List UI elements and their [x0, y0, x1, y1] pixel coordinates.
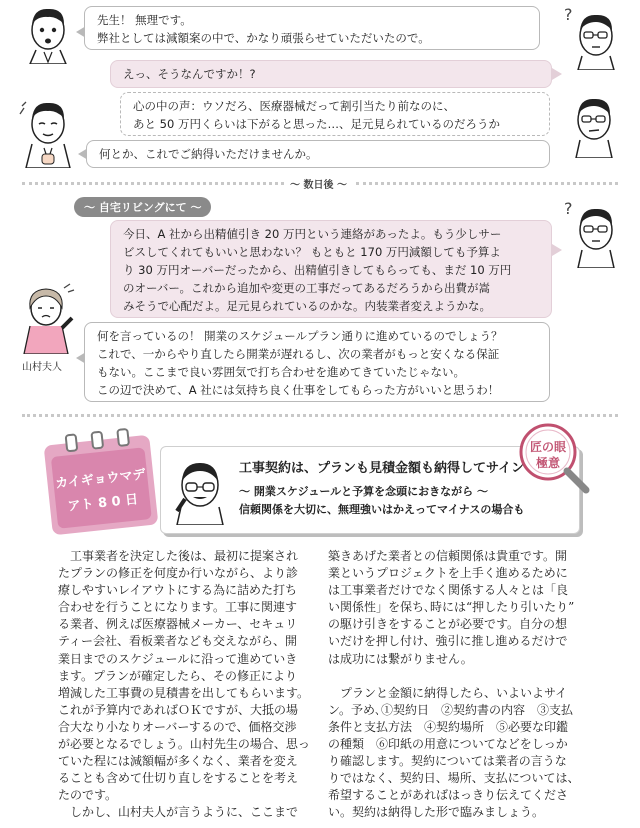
body-line: 増減した工事費の見積書を出してもらいます。	[58, 685, 310, 700]
body-line: ていた程には減額幅が多くなく、業者を変え	[58, 754, 298, 769]
client-bubble-1	[110, 60, 552, 88]
teacher-bubble-2	[86, 140, 550, 168]
body-line: 築きあげた業者との信頼関係は貴重です。開	[328, 549, 568, 563]
body-line: の種類 ⑥印紙の用意についてなどをしっか	[328, 736, 568, 751]
teacher-avatar-bowing-icon	[18, 96, 78, 168]
bubble-line: これで、一からやり直したら開業が遅れるし、次の業者がもっと安くなる保証	[97, 347, 500, 361]
body-line: ティー会社、看板業者なども交えながら、開	[58, 634, 298, 649]
body-line: が必要となるでしょう。山村先生の場合、思っ	[58, 737, 310, 752]
calendar-ring-icon	[116, 428, 130, 447]
dotted-divider	[356, 182, 618, 185]
panel-subtitle-2: 信頼関係を大切に、無理強いはかえってマイナスの場合も	[239, 503, 525, 516]
countdown-calendar	[44, 435, 159, 536]
bubble-line: 何を言っているの！ 開業のスケジュールプラン通りに進めているのでしょう？	[97, 329, 503, 343]
panel-subtitle-1: 〜 開業スケジュールと予算を念頭におきながら 〜	[239, 485, 488, 498]
body-line: たプランの修正を何度か行いながら、より診	[58, 566, 299, 581]
body-column-left	[58, 548, 310, 822]
body-line: い関係性」を保ち､時には“押したり引いたり”	[328, 600, 575, 615]
calendar-ring-icon	[90, 431, 104, 450]
scene-label: 〜 自宅リビングにて 〜	[74, 197, 211, 217]
body-line: る業者、例えば医療器械メーカー、セキュリ	[58, 617, 298, 632]
body-line: 希望することがあればはっきり伝えてくださ	[328, 788, 569, 803]
body-column-right	[328, 548, 580, 821]
badge-line-2: 極意	[535, 456, 560, 470]
client-avatar-question-icon	[562, 196, 622, 268]
body-line: たのです。	[58, 788, 118, 803]
husband-bubble	[110, 220, 552, 318]
body-line: 合わせを行うことになります。工事に関連す	[58, 600, 298, 615]
wife-caption: 山村夫人	[22, 362, 62, 373]
body-line: 合大なり小なりオーバーするので、価格交渉	[58, 719, 297, 734]
bubble-line: みそうで心配だよ。足元見られているのかな。内装業者変えようかな。	[123, 299, 491, 313]
body-line: は成功には繋がりません。	[328, 651, 473, 666]
bubble-line: ビスしてくれてもいいと思わない？ もともと 170 万円減額しても予算よ	[123, 245, 501, 259]
expert-avatar-icon	[169, 455, 231, 525]
bubble-line: この辺で決めて、A 社には気持ち良く仕事をしてもらった方がいいと思うわ！	[97, 383, 500, 397]
bubble-tail	[552, 68, 562, 80]
body-line: 工事業者を決定した後は、最初に提案され	[58, 549, 299, 563]
bubble-line: あと 50 万円くらいは下がると思った…、足元見られているのだろうか	[133, 117, 500, 131]
body-line: りではなく、契約日、場所、支払については、	[328, 771, 580, 786]
body-line: 条件と支払方法 ④契約場所 ⑤必要な印鑑	[328, 719, 569, 734]
divider-label: 〜 数日後 〜	[290, 180, 347, 191]
body-line: 業日までのスケジュールに沿って進めていき	[58, 651, 298, 666]
svg-text:?: ?	[564, 199, 573, 218]
body-line	[328, 668, 580, 685]
teacher-avatar-icon	[20, 4, 76, 64]
body-line: い。契約は納得した形で臨みましょう。	[328, 805, 545, 820]
body-line: 療しやすいレイアウトにする為に詰めた打ち	[58, 583, 298, 598]
bubble-line: もない。ここまで良い雰囲気で打ち合わせを進めてきていたじゃない。	[97, 365, 465, 379]
magnifier-badge-icon	[514, 418, 594, 498]
body-line: ン。予め､①契約日 ②契約書の内容 ③支払	[328, 702, 574, 717]
calendar-ring-icon	[65, 433, 79, 452]
body-line: これが予算内であればＯＫですが、大抵の場	[58, 702, 299, 717]
client-avatar-thinking-icon	[564, 92, 624, 158]
countdown-line-2: アト 8 0 日	[66, 492, 139, 515]
body-line: プランと金額に納得したら、いよいよサイ	[328, 685, 568, 700]
bubble-line: のオーバー。これから追加や変更の工事だってあるだろうから出費が嵩	[123, 281, 490, 295]
body-line: 業というプロジェクトを上手く進めるために	[328, 566, 568, 581]
body-line: は工事業者だけでなく関係する人々とは「良	[328, 583, 569, 598]
panel-title: 工事契約は、プランも見積金額も納得してサイン	[239, 461, 525, 476]
dotted-divider	[22, 182, 284, 185]
dotted-divider	[22, 414, 618, 417]
body-line: ます。プランが確定したら、その修正により	[58, 668, 298, 683]
bubble-line: 今日、A 社から出精値引き 20 万円という連絡があったよ。もう少しサー	[123, 227, 502, 241]
bubble-line: 何とか、これでご納得いただけませんか。	[99, 147, 318, 161]
bubble-line: えっ、そうなんですか！?	[123, 67, 256, 81]
body-line: り確認します。契約については業者の言うな	[328, 754, 567, 769]
countdown-line-1: カイギョウマデ	[54, 467, 147, 492]
body-line: しかし、山村夫人が言うように、ここまで	[58, 805, 299, 820]
body-line: いだけを押し付け、強引に推し進めるだけで	[328, 634, 568, 649]
bubble-line: 心の中の声：ウソだろ、医療器械だって割引当たり前なのに、	[133, 99, 455, 113]
teacher-bubble-1	[84, 6, 540, 50]
bubble-tail	[552, 244, 562, 256]
svg-text:?: ?	[564, 5, 573, 24]
wife-bubble	[84, 322, 550, 402]
bubble-line: 弊社としては減額案の中で、かなり頑張らせていただいたので。	[97, 31, 430, 45]
client-avatar-question-icon	[562, 4, 622, 70]
client-thought-bubble	[120, 92, 550, 136]
body-line: ることも含めて仕切り直しをすることを考え	[58, 771, 299, 786]
body-line: の駆け引きをすることが必要です。自分の想	[328, 617, 568, 632]
wife-avatar-icon	[16, 282, 82, 354]
bubble-line: 先生！ 無理です。	[97, 13, 192, 27]
badge-line-1: 匠の眼	[529, 440, 566, 454]
bubble-line: り 30 万円オーバーだったから、出精値引きしてもらっても、まだ 10 万円	[123, 263, 512, 277]
